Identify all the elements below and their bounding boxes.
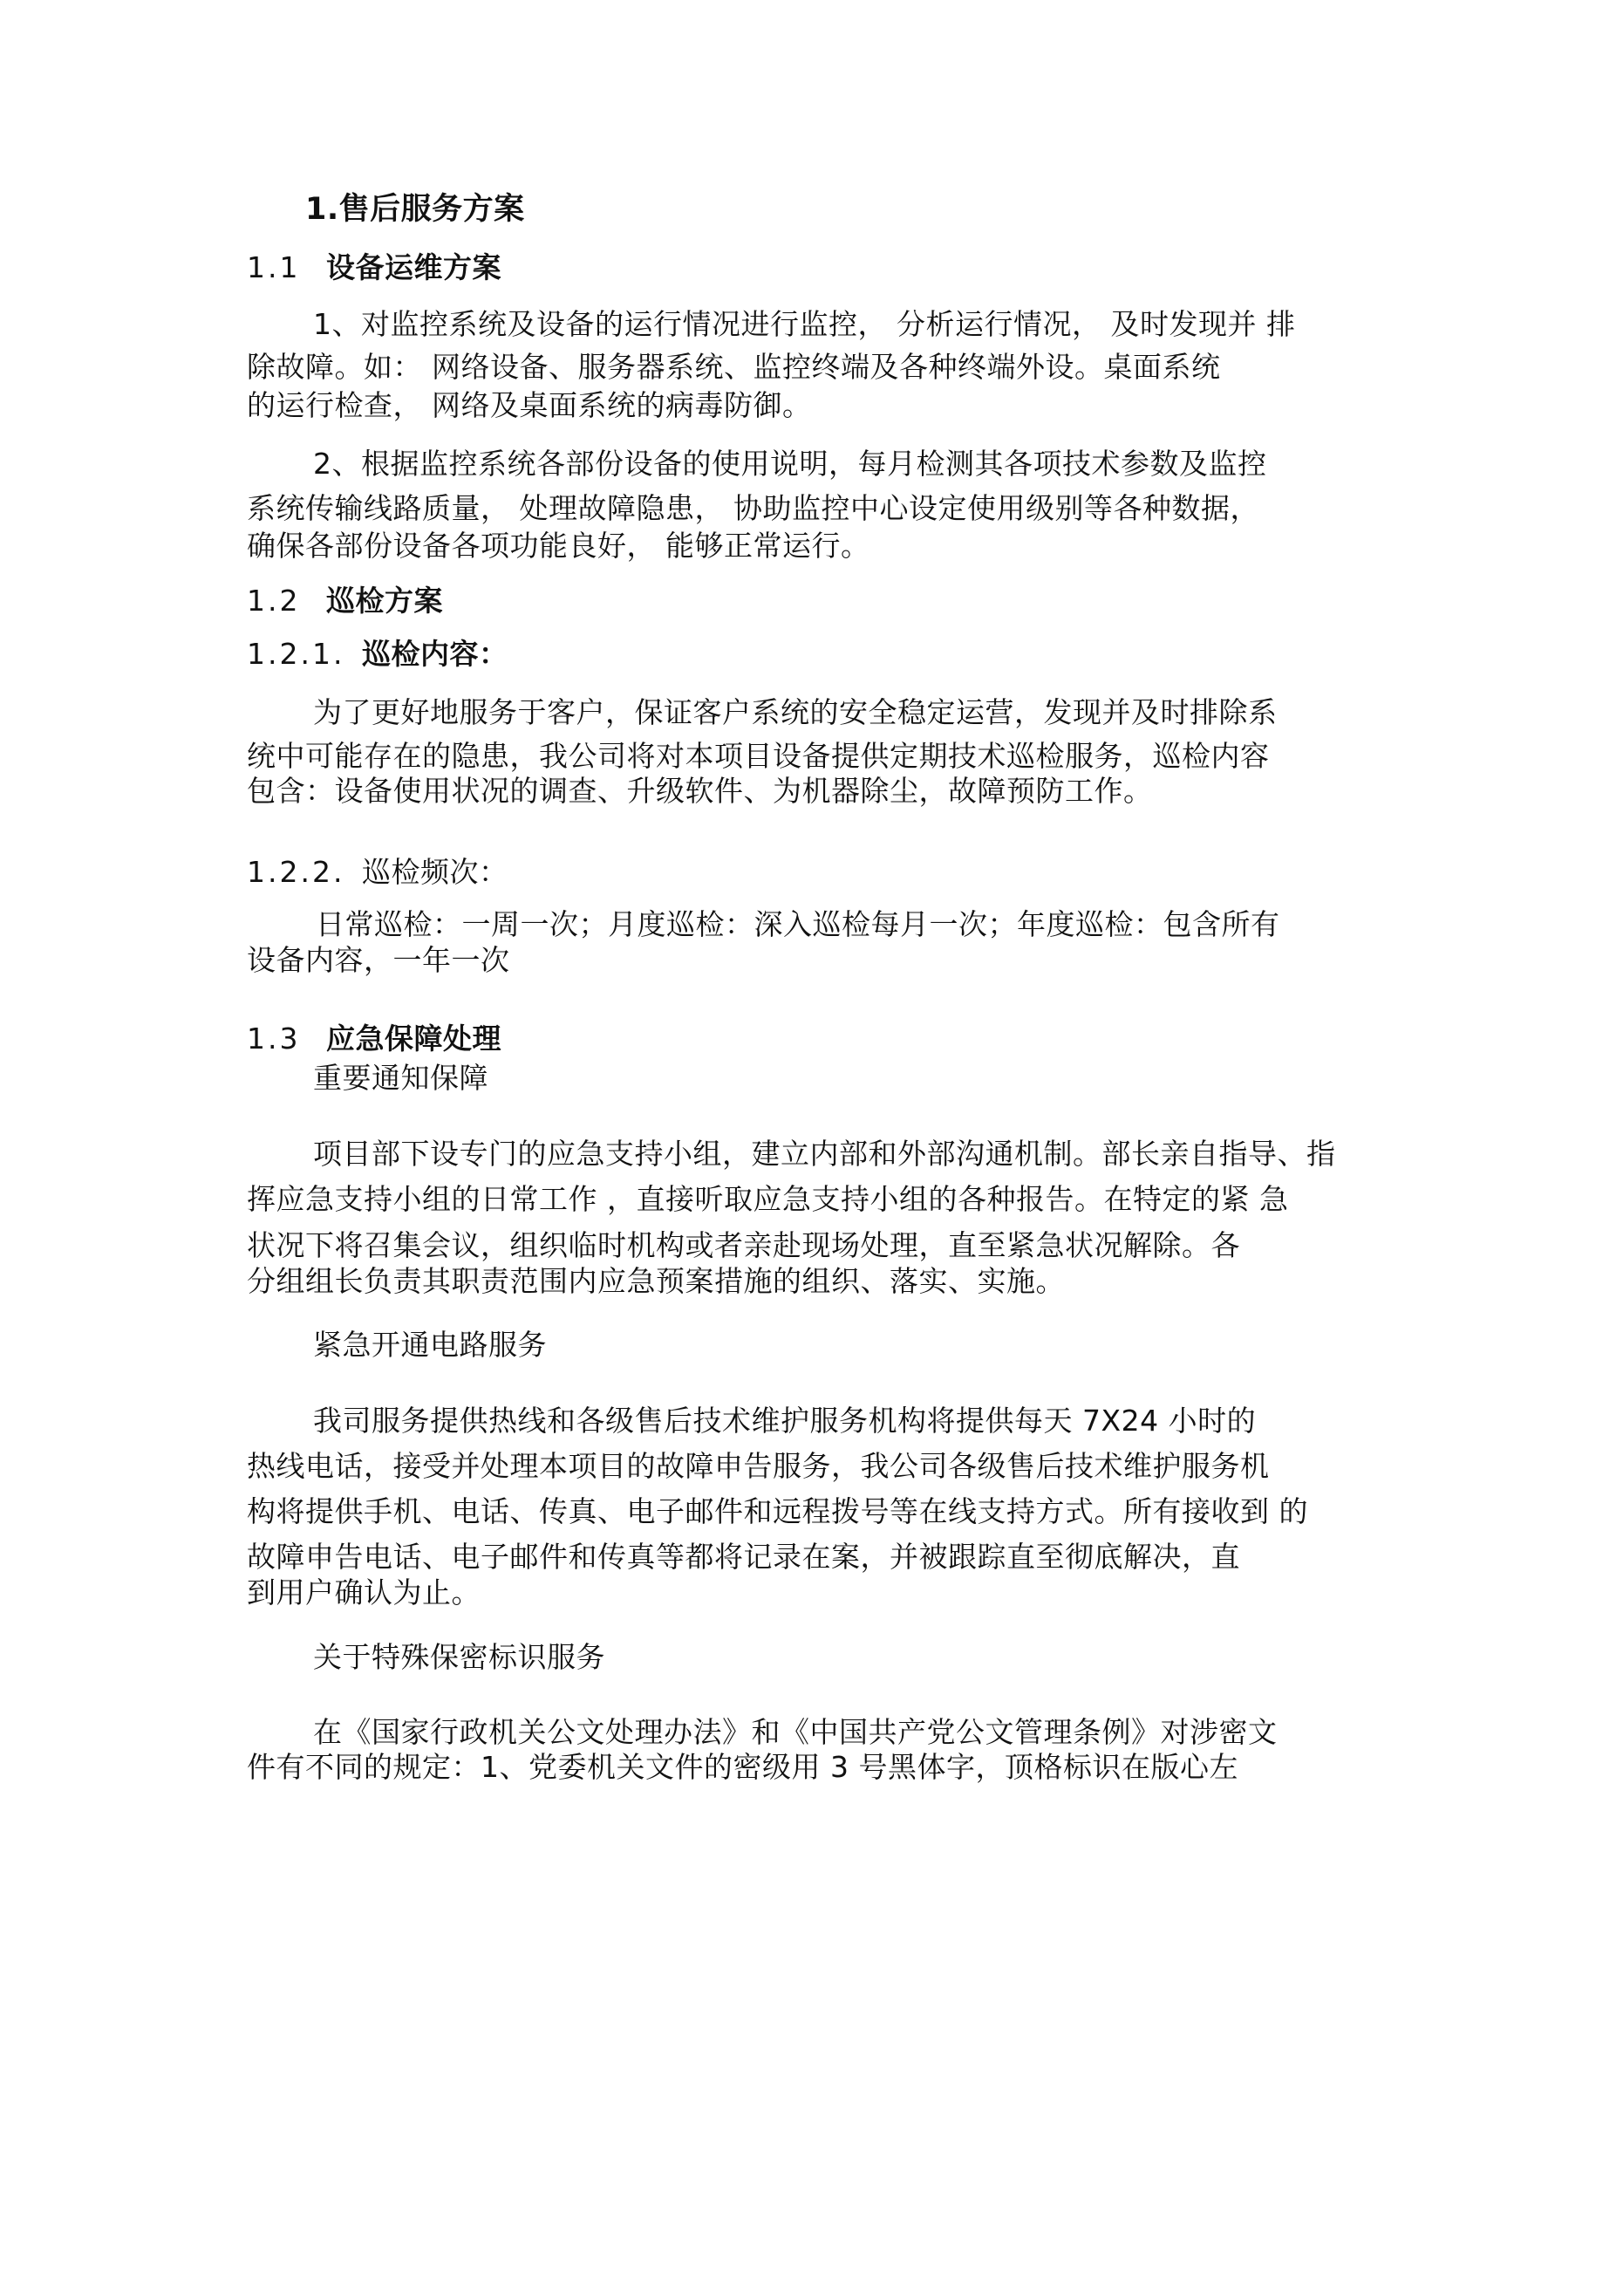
- subheading-important-notice: 重要通知保障: [313, 1061, 488, 1095]
- paragraph-3-line-1: 为了更好地服务于客户，保证客户系统的安全稳定运营，发现并及时排除系: [313, 695, 1278, 729]
- section-1-2-1-title: 巡检内容：: [362, 637, 508, 671]
- section-1-2-2-title: 巡检频次：: [362, 855, 508, 889]
- paragraph-4-line-1: 日常巡检：一周一次；月度巡检：深入巡检每月一次；年度巡检：包含所有: [316, 907, 1280, 941]
- paragraph-2-line-3: 确保各部份设备各项功能良好， 能够正常运行。: [247, 529, 870, 563]
- paragraph-6-line-2: 热线电话，接受并处理本项目的故障申告服务，我公司各级售后技术维护服务机: [247, 1449, 1270, 1483]
- paragraph-6-line-4: 故障申告电话、电子邮件和传真等都将记录在案，并被跟踪直至彻底解决，直: [247, 1540, 1240, 1574]
- paragraph-3-line-2: 统中可能存在的隐患，我公司将对本项目设备提供定期技术巡检服务，巡检内容: [247, 739, 1270, 773]
- paragraph-6-line-1: 我司服务提供热线和各级售后技术维护服务机构将提供每天 7X24 小时的: [313, 1404, 1257, 1438]
- paragraph-1-line-2: 除故障。如： 网络设备、服务器系统、监控终端及各种终端外设。桌面系统: [247, 350, 1221, 384]
- paragraph-5-line-1: 项目部下设专门的应急支持小组，建立内部和外部沟通机制。部长亲自指导、指: [313, 1137, 1336, 1171]
- section-1-3-number: 1.3: [247, 1022, 301, 1056]
- section-1-2-1-number: 1.2.1.: [247, 637, 345, 671]
- paragraph-7-line-2: 件有不同的规定：1、党委机关文件的密级用 3 号黑体字，顶格标识在版心左: [247, 1750, 1238, 1784]
- paragraph-4-line-2: 设备内容，一年一次: [247, 943, 510, 977]
- document-title: 1.售后服务方案: [305, 192, 525, 227]
- section-1-1-title: 设备运维方案: [326, 250, 501, 284]
- paragraph-6-line-3: 构将提供手机、电话、传真、电子邮件和远程拨号等在线支持方式。所有接收到 的: [247, 1494, 1308, 1528]
- paragraph-2-line-2: 系统传输线路质量， 处理故障隐患， 协助监控中心设定使用级别等各种数据，: [247, 491, 1259, 525]
- section-1-2-title: 巡检方案: [326, 584, 443, 618]
- paragraph-1-line-3: 的运行检查， 网络及桌面系统的病毒防御。: [247, 388, 812, 422]
- paragraph-5-line-3: 状况下将召集会议，组织临时机构或者亲赴现场处理，直至紧急状况解除。各: [247, 1228, 1240, 1262]
- section-1-1-number: 1.1: [247, 250, 301, 284]
- subheading-special-confidential: 关于特殊保密标识服务: [313, 1640, 605, 1674]
- subheading-emergency-circuit: 紧急开通电路服务: [313, 1328, 547, 1362]
- paragraph-5-line-4: 分组组长负责其职责范围内应急预案措施的组织、落实、实施。: [247, 1264, 1065, 1298]
- paragraph-2-line-1: 2、根据监控系统各部份设备的使用说明，每月检测其各项技术参数及监控: [313, 447, 1267, 481]
- section-1-2-number: 1.2: [247, 584, 301, 618]
- paragraph-5-line-2: 挥应急支持小组的日常工作 ，直接听取应急支持小组的各种报告。在特定的紧 急: [247, 1182, 1289, 1216]
- section-1-2-2-number: 1.2.2.: [247, 855, 345, 889]
- paragraph-6-line-5: 到用户确认为止。: [247, 1575, 481, 1609]
- paragraph-1-line-1: 1、对监控系统及设备的运行情况进行监控， 分析运行情况， 及时发现并 排: [313, 307, 1296, 341]
- paragraph-7-line-1: 在《国家行政机关公文处理办法》和《中国共产党公文管理条例》对涉密文: [313, 1715, 1278, 1749]
- paragraph-3-line-3: 包含：设备使用状况的调查、升级软件、为机器除尘，故障预防工作。: [247, 774, 1153, 808]
- section-1-3-title: 应急保障处理: [326, 1022, 501, 1056]
